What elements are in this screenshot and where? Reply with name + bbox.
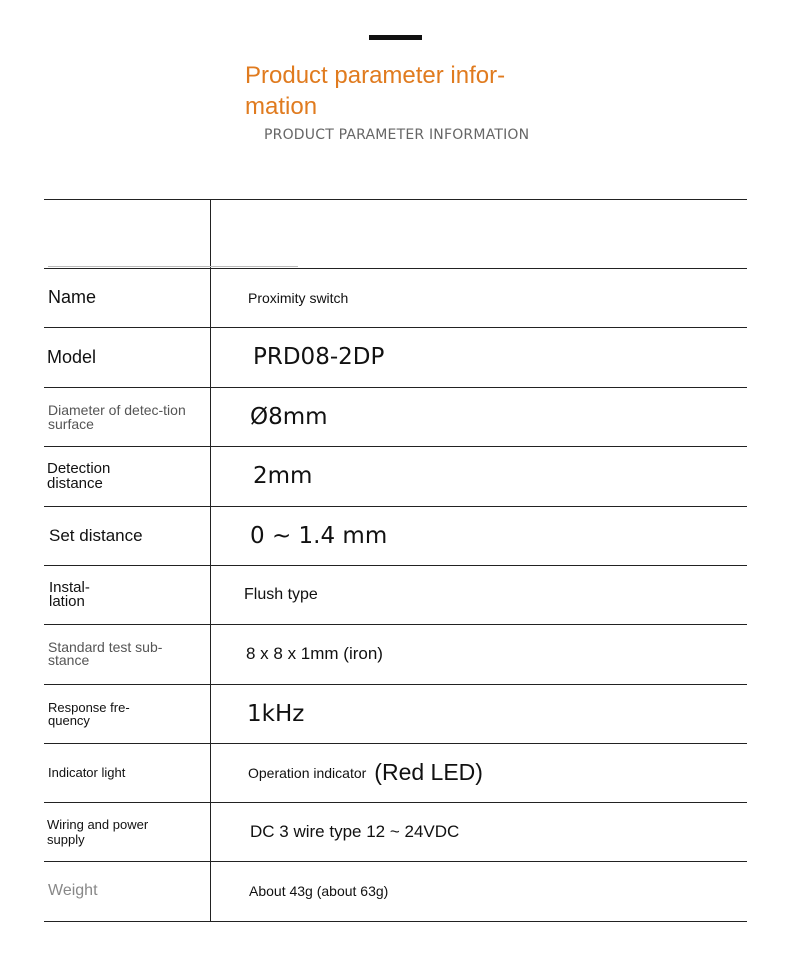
page-title: Product parameter infor-mation — [245, 62, 506, 120]
row-value: 8 x 8 x 1mm (iron) — [246, 644, 383, 663]
table-row — [44, 565, 747, 624]
row-value: About 43g (about 63g) — [249, 883, 389, 899]
row-label: Diameter of detec-tion surface — [48, 401, 186, 432]
row-label: Name — [48, 287, 97, 307]
row-value: Ø8mm — [250, 403, 328, 430]
row-value: 0 ~ 1.4 mm — [250, 522, 388, 549]
row-label: Weight — [48, 882, 98, 899]
row-label: Instal-lation — [49, 578, 90, 610]
table-row — [44, 506, 747, 565]
table-row — [44, 327, 747, 387]
table-row — [44, 624, 747, 684]
row-label: Set distance — [49, 525, 143, 545]
row-label: Detection distance — [47, 460, 111, 492]
row-label: Model — [47, 346, 97, 367]
row-label: Indicator light — [48, 765, 126, 780]
row-value — [248, 743, 483, 802]
row-value: 2mm — [253, 463, 313, 489]
indicator-text: Operation indicator — [248, 764, 367, 781]
indicator-suffix: (Red LED) — [374, 759, 483, 785]
table-bottom-border — [44, 921, 747, 922]
table-row — [44, 446, 747, 506]
table-row — [44, 802, 747, 861]
table-row — [44, 387, 747, 446]
table-row — [44, 684, 747, 743]
page-subtitle: PRODUCT PARAMETER INFORMATION — [264, 127, 530, 143]
row-label: Wiring and power supply — [47, 816, 149, 847]
table-row — [44, 743, 747, 802]
faint-line — [48, 266, 298, 267]
row-value: Flush type — [244, 585, 318, 603]
row-label: Response fre-quency — [48, 699, 130, 728]
row-value: 1kHz — [247, 700, 305, 727]
table-top-border — [44, 199, 747, 200]
row-value: DC 3 wire type 12 ~ 24VDC — [250, 821, 460, 841]
row-value: PRD08-2DP — [253, 344, 385, 370]
top-bar — [369, 35, 422, 40]
row-value: Proximity switch — [248, 289, 349, 306]
table-row — [44, 268, 747, 327]
table-row — [44, 861, 747, 921]
row-label: Standard test sub-stance — [48, 639, 163, 668]
